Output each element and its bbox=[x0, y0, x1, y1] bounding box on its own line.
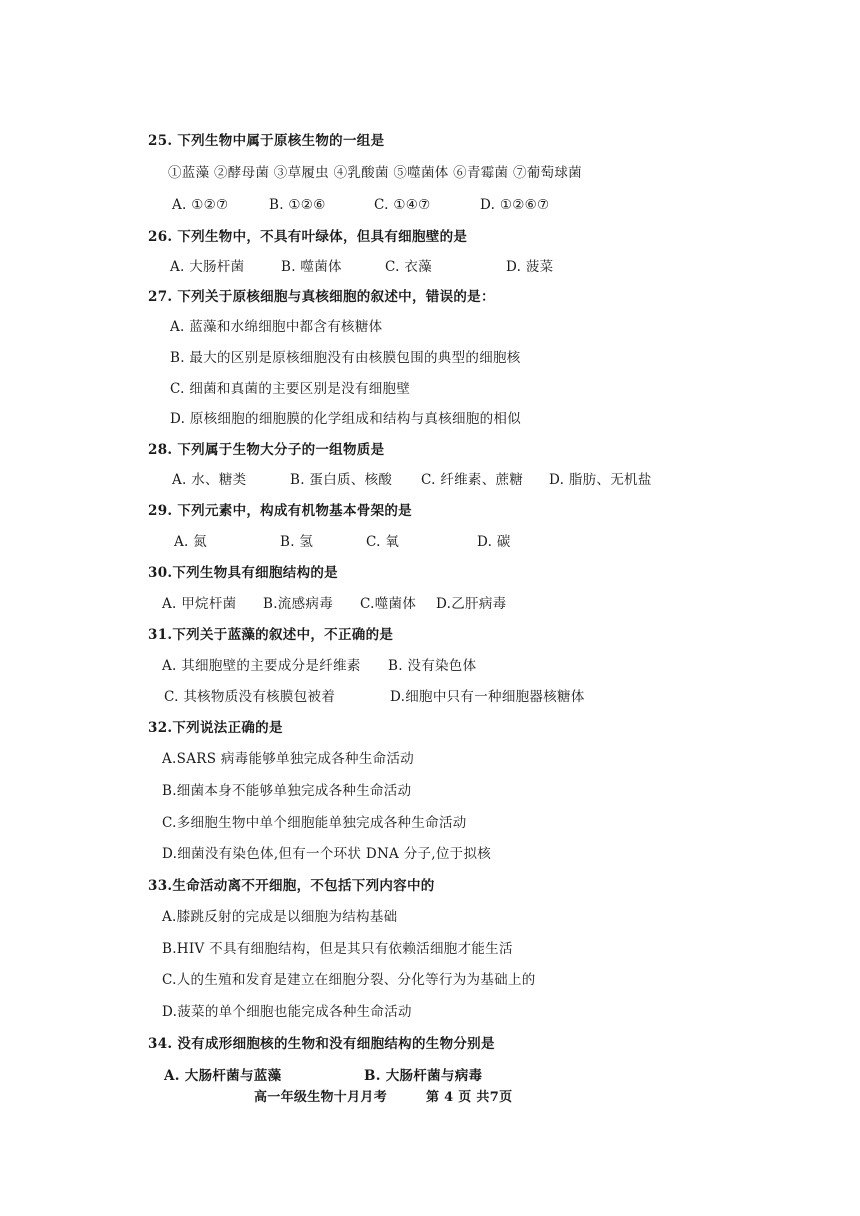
option-b: B. 噬菌体 bbox=[281, 259, 342, 275]
question-34-stem: 34. 没有成形细胞核的生物和没有细胞结构的生物分别是 bbox=[148, 1036, 495, 1052]
question-28-stem: 28. 下列属于生物大分子的一组物质是 bbox=[148, 442, 385, 458]
option-b: B. 蛋白质、核酸 bbox=[290, 472, 393, 488]
question-32-stem: 32.下列说法正确的是 bbox=[148, 720, 283, 736]
option-c: C.噬菌体 bbox=[360, 596, 417, 612]
question-28-options bbox=[172, 471, 652, 489]
question-25-stem: 25. 下列生物中属于原核生物的一组是 bbox=[148, 133, 385, 149]
question-30-options bbox=[162, 595, 506, 613]
option-c: C. ①④⑦ bbox=[374, 197, 431, 213]
option-a: A. ①②⑦ bbox=[172, 197, 229, 213]
option-c: C. 衣藻 bbox=[385, 259, 432, 275]
question-30-stem: 30.下列生物具有细胞结构的是 bbox=[148, 565, 338, 581]
page-number: 第 4 页 共7页 bbox=[426, 1090, 513, 1105]
option-a: A. 大肠杆菌与蓝藻 bbox=[164, 1068, 282, 1084]
question-27-option-c: C. 细菌和真菌的主要区别是没有细胞壁 bbox=[170, 381, 411, 397]
question-26-options bbox=[170, 258, 553, 276]
question-32-option-d: D.细菌没有染色体,但有一个环状 DNA 分子,位于拟核 bbox=[162, 846, 492, 862]
question-33-stem: 33.生命活动离不开细胞，不包括下列内容中的 bbox=[148, 878, 435, 894]
option-c: C. 氧 bbox=[366, 534, 400, 550]
question-27-stem: 27. 下列关于原核细胞与真核细胞的叙述中，错误的是： bbox=[148, 289, 495, 305]
question-27-option-d: D. 原核细胞的细胞膜的化学组成和结构与真核细胞的相似 bbox=[170, 411, 522, 427]
page-footer bbox=[254, 1089, 512, 1107]
option-d: D. 菠菜 bbox=[506, 259, 554, 275]
exam-title: 高一年级生物十月月考 bbox=[254, 1090, 388, 1105]
question-26-stem: 26. 下列生物中，不具有叶绿体，但具有细胞壁的是 bbox=[148, 229, 468, 245]
option-a: A. 甲烷杆菌 bbox=[162, 596, 237, 612]
question-32-option-a: A.SARS 病毒能够单独完成各种生命活动 bbox=[162, 751, 415, 767]
question-32-option-c: C.多细胞生物中单个细胞能单独完成各种生命活动 bbox=[162, 815, 467, 831]
question-31-options-row2 bbox=[164, 688, 585, 706]
option-d: D.乙肝病毒 bbox=[436, 596, 507, 612]
question-27-option-a: A. 蓝藻和水绵细胞中都含有核糖体 bbox=[170, 319, 383, 335]
question-31-options-row1 bbox=[162, 657, 476, 675]
question-31-stem: 31.下列关于蓝藻的叙述中，不正确的是 bbox=[148, 627, 394, 643]
option-d: D.细胞中只有一种细胞器核糖体 bbox=[390, 689, 585, 705]
question-29-options bbox=[174, 533, 511, 551]
question-29-stem: 29. 下列元素中，构成有机物基本骨架的是 bbox=[148, 503, 412, 519]
question-32-option-b: B.细菌本身不能够单独完成各种生命活动 bbox=[162, 783, 412, 799]
question-34-options bbox=[164, 1067, 482, 1085]
option-d: D. 碳 bbox=[477, 534, 511, 550]
question-25-items: ①蓝藻 ②酵母菌 ③草履虫 ④乳酸菌 ⑤噬菌体 ⑥青霉菌 ⑦葡萄球菌 bbox=[168, 165, 582, 181]
option-d: D. ①②⑥⑦ bbox=[480, 197, 550, 213]
question-33-option-d: D.菠菜的单个细胞也能完成各种生命活动 bbox=[162, 1004, 412, 1020]
option-b: B. 没有染色体 bbox=[388, 658, 477, 674]
option-b: B. 氢 bbox=[280, 534, 314, 550]
option-b: B.流感病毒 bbox=[263, 596, 334, 612]
option-a: A. 氮 bbox=[174, 534, 208, 550]
option-b: B. 大肠杆菌与病毒 bbox=[364, 1068, 483, 1084]
option-a: A. 水、糖类 bbox=[172, 472, 247, 488]
option-c: C. 纤维素、蔗糖 bbox=[421, 472, 524, 488]
question-33-option-c: C.人的生殖和发育是建立在细胞分裂、分化等行为为基础上的 bbox=[162, 972, 536, 988]
option-d: D. 脂肪、无机盐 bbox=[549, 472, 652, 488]
option-a: A. 大肠杆菌 bbox=[170, 259, 245, 275]
question-33-option-b: B.HIV 不具有细胞结构，但是其只有依赖活细胞才能生活 bbox=[162, 941, 513, 957]
question-27-option-b: B. 最大的区别是原核细胞没有由核膜包围的典型的细胞核 bbox=[170, 350, 521, 366]
option-b: B. ①②⑥ bbox=[269, 197, 326, 213]
option-c: C. 其核物质没有核膜包被着 bbox=[164, 689, 336, 705]
question-33-option-a: A.膝跳反射的完成是以细胞为结构基础 bbox=[162, 909, 398, 925]
option-a: A. 其细胞壁的主要成分是纤维素 bbox=[162, 658, 361, 674]
question-25-options bbox=[172, 196, 549, 214]
